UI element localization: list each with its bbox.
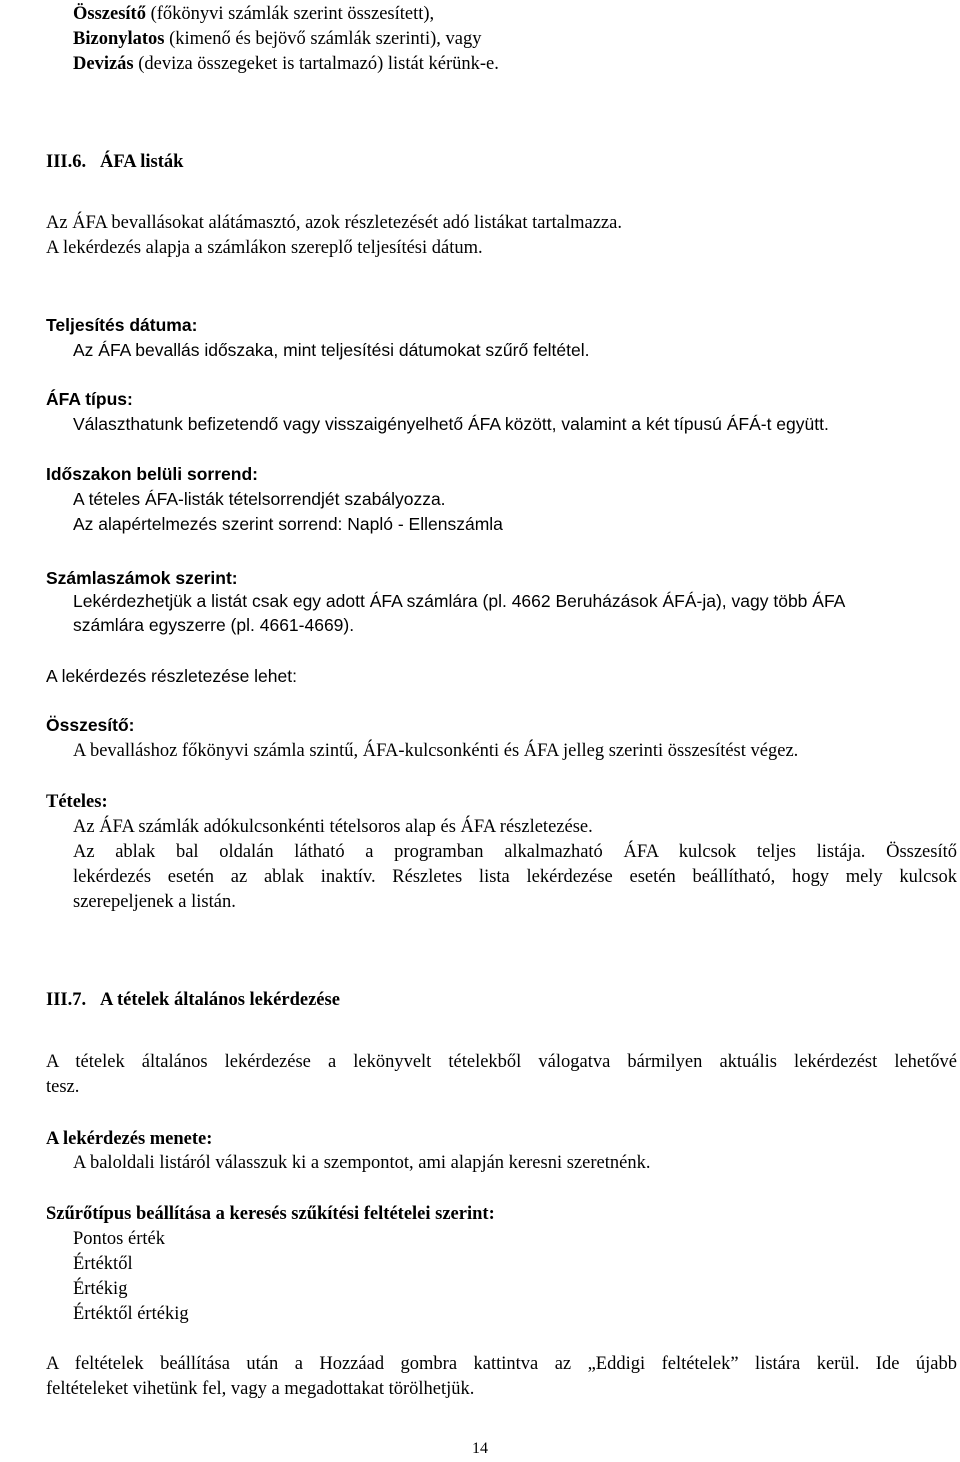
szamlaszam-text-2: számlára egyszerre (pl. 4661-4669).: [73, 615, 355, 635]
menete-label: A lekérdezés menete:: [46, 1129, 213, 1149]
devizas-term: Devizás: [73, 54, 134, 74]
top-line-2: [73, 27, 481, 52]
teljesites-text: Az ÁFA bevallás időszaka, mint teljesítési dátumokat szűrő feltétel.: [73, 340, 590, 360]
section-7-title: A tételek általános lekérdezése: [100, 990, 340, 1010]
sorrend-text-1: A tételes ÁFA-listák tételsorrendjét szabályozza.: [73, 489, 446, 509]
sorrend-label: Időszakon belüli sorrend:: [46, 464, 258, 484]
teljesites-label: Teljesítés dátuma:: [46, 315, 198, 335]
section-6-title: ÁFA listák: [100, 152, 184, 172]
teteles-text-3: lekérdezés esetén az ablak inaktív. Részletes lista lekérdezése esetén beállítható, hogy mely kulcsok: [73, 867, 957, 887]
sorrend-text-2: Az alapértelmezés szerint sorrend: Napló - Ellenszámla: [73, 514, 503, 534]
teteles-label: Tételes:: [46, 792, 108, 812]
reszletezes-intro: A lekérdezés részletezése lehet:: [46, 666, 297, 686]
section-6-intro-1: Az ÁFA bevallásokat alátámasztó, azok részletezését adó listákat tartalmazza.: [46, 213, 622, 233]
osszesito-term: Összesítő: [73, 4, 146, 24]
section-7-intro-2: tesz.: [46, 1077, 80, 1097]
osszesito-text: A bevalláshoz főkönyvi számla szintű, ÁFA-kulcsonkénti és ÁFA jelleg szerinti összesítést végez.: [73, 741, 799, 761]
section-6-intro-2: A lekérdezés alapja a számlákon szereplő teljesítési dátum.: [46, 238, 483, 258]
section-7-number: III.7.: [46, 990, 87, 1010]
menete-text: A baloldali listáról válasszuk ki a szempontot, ami alapján keresni szeretnénk.: [73, 1153, 651, 1173]
option-item: Értéktől: [73, 1254, 133, 1274]
section-6-number: III.6.: [46, 152, 87, 172]
option-item: Értéktől értékig: [73, 1304, 189, 1324]
teteles-text-4: szerepeljenek a listán.: [73, 892, 236, 912]
teteles-text-1: Az ÁFA számlák adókulcsonkénti tételsoros alap és ÁFA részletezése.: [73, 817, 593, 837]
section-7-intro-1: A tételek általános lekérdezése a lekönyvelt tételekből válogatva bármilyen aktuális lekérdezést lehetővé: [46, 1052, 957, 1072]
afa-tipus-text: Választhatunk befizetendő vagy visszaigényelhető ÁFA között, valamint a két típusú ÁFÁ-t együtt.: [73, 414, 829, 434]
szamlaszam-label: Számlaszámok szerint:: [46, 568, 238, 588]
page-number: 14: [472, 1440, 488, 1457]
closing-text-2: feltételeket vihetünk fel, vagy a megadottakat törölhetjük.: [46, 1379, 475, 1399]
option-item: Pontos érték: [73, 1229, 165, 1249]
top-line-3: [73, 52, 499, 77]
bizonylatos-term: Bizonylatos: [73, 29, 165, 49]
szurotipus-label: Szűrőtípus beállítása a keresés szűkítési feltételei szerint:: [46, 1204, 495, 1224]
closing-text-1: A feltételek beállítása után a Hozzáad gombra kattintva az „Eddigi feltételek” listára kerül. Ide újabb: [46, 1354, 957, 1374]
afa-tipus-label: ÁFA típus:: [46, 389, 133, 409]
osszesito-desc: (főkönyvi számlák szerint összesített),: [145, 4, 435, 24]
bizonylatos-desc: (kimenő és bejövő számlák szerinti), vagy: [164, 29, 482, 49]
top-line-1: [73, 2, 434, 27]
szamlaszam-text-1: Lekérdezhetjük a listát csak egy adott ÁFA számlára (pl. 4662 Beruházások ÁFÁ-ja), vagy több ÁFA: [73, 591, 846, 611]
devizas-desc: (deviza összegeket is tartalmazó) listát kérünk-e.: [133, 54, 499, 74]
osszesito-label: Összesítő:: [46, 715, 135, 735]
teteles-text-2: Az ablak bal oldalán látható a programban alkalmazható ÁFA kulcsok teljes listája. Összesítő: [73, 842, 957, 862]
option-item: Értékig: [73, 1279, 128, 1299]
